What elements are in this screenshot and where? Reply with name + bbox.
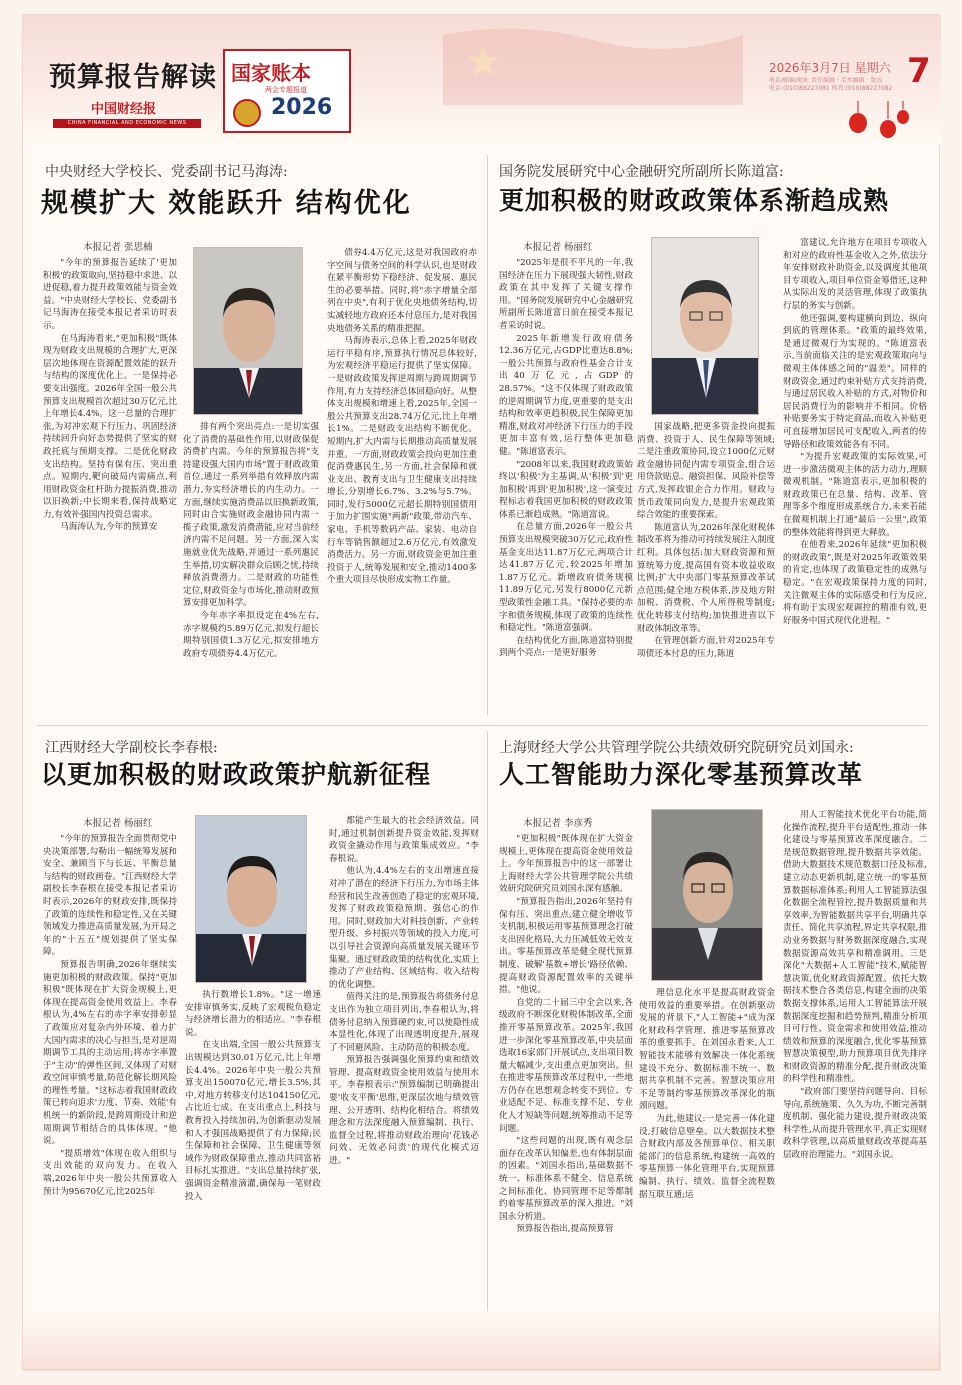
paragraph: 预算报告指出,提高预算管 <box>516 1224 614 1235</box>
contact-info <box>769 77 899 93</box>
article-1-byline: 本报记者 张思楠 <box>83 242 153 253</box>
paragraph: 在支出端,全国一般公共预算支出规模达到30.01万亿元,比上年增长4.4%。2026年中央一般公共预算支出150070亿元,增长3.5%,其中,对地方转移支付达104150亿元,占比近七成。在支出重点上,科技与教育投入持续加码,为创新驱动发展和人才强国战略提供了有力保障;民生保障和社会保障、卫生健康等领域作为财政保障重点,推动共同富裕目标扎实推进。"支出总量持续扩张,强调资金精准滴灌,确保每一笔财政投入 <box>185 1040 321 1202</box>
paragraph: 他认为,4.4%左右的支出增速直接对冲了潜在的经济下行压力,为市场主体经营和民生改善创造了稳定的宏观环境,发挥了财政政策稳预期、强信心的作用。同时,财政加大对科技创新、产业转型升级、乡村振兴等领域的投入力度,可以引导社会资源向高质量发展关键环节集聚。通过财政政策的结构优化,实质上推动了产业结构、区域结构、收入结构的优化调整。 <box>329 866 479 990</box>
portrait-icon <box>194 248 303 415</box>
paragraph: 在结构优化方面,陈道富特别提到两个亮点:一是更好服务 <box>499 635 633 659</box>
article-1-col-3 <box>327 247 477 713</box>
page-header <box>23 15 941 145</box>
paragraph: 2025年新增发行政府债务12.36万亿元,占GDP比重达8.8%;一般公共预算与政府性基金合计支出40万亿元,占GDP的28.57%。"这不仅体现了财政政策的逆周期调节力度,更重要的是支出结构和效率更趋积极,民生保障更加精准,财政对冲经济下行压力的手段更加丰富有效,运行整体更加稳健。"陈道富表示。 <box>499 333 633 457</box>
paragraph: 值得关注的是,预算报告将债务付息支出作为独立项目列出,李春根认为,将债务付息纳入预算硬约束,可以使隐性成本显性化,体现了出现透明度提升,展现了不回避风险、主动防范的积极态度。 <box>329 992 479 1053</box>
article-3-col-3 <box>329 815 479 1303</box>
article-4-col-2 <box>639 987 775 1303</box>
special-year: 2026 <box>271 95 333 120</box>
paragraph: 执行数增长1.8%。"这一增速安排审慎务实,反映了宏观税负稳定与经济增长潜力的相适应。"李春根说。 <box>185 990 321 1038</box>
paragraph: "更加积极"既体现在扩大资金规模上,更体现在提高资金使用效益上。今年预算报告中的这一部署让上海财经大学公共管理学院公共绩效研究院研究员刘国永深有感触。 <box>499 834 633 895</box>
article-2-col-2 <box>637 421 775 715</box>
special-title: 国家账本 <box>231 61 311 85</box>
portrait-icon <box>196 816 307 983</box>
article-3-headline: 以更加积极的财政政策护航新征程 <box>41 760 432 789</box>
paragraph: 预算报告强调强化预算约束和绩效管理、提高财政资金使用效益与使用水平。李春根表示:"预算编制已明确提出要'收支平衡'思维,更深层次地与绩效管理、公开透明、结构化相结合。将绩效理念和方法深度融入预算编制、执行、监督全过程,将推动财政治理向'花钱必问效、无效必问责'的现代化模式迈进。" <box>329 1055 479 1167</box>
paragraph: 理信息化水平是提高财政资金使用效益的重要举措。在创新驱动发展的背景下,"人工智能+"成为深化财政科学管理、推进零基预算改革的重要抓手。在刘国永看来,人工智能技术能够有效解决一体化系统建设不充分、数据标准不统一、数据共享机制不完善、智慧决策应用不足等制约零基预算改革深化的瓶颈问题。 <box>639 988 775 1112</box>
bottom-decoration <box>23 1311 941 1371</box>
article-3-col-2 <box>185 989 321 1303</box>
paragraph: 自党的二十届三中全会以来,各级政府不断深化财税体制改革,全面推开零基预算改革。2025年,我国进一步深化零基预算改革,中央层面选取16家部门开展试点,支出项目数量大幅减少,支出重点更加突出。但在推进零基预算改革过程中,一些地方仍存在思想观念转变不到位、专业适配不足、标准支撑不足、专业化人才短缺等问题,统筹推动不足等问题。 <box>499 997 633 1134</box>
special-subtitle: 两会专题报道 <box>265 86 307 94</box>
paragraph: "预算报告指出,2026年坚持有保有压、突出重点,建立健全增收节支机制,积极运用零基预算理念打破支出固化格局,大力压减低效无效支出。零基预算改革是健全现代预算制度、破解'基数+增长'路径依赖、提高财政资源配置效率的关键举措。"他说。 <box>499 896 633 996</box>
paragraph: "这些问题的出现,既有观念层面存在改革认知偏差,也有体制层面的因素。"刘国永指出,基础数据不统一、标准体系不健全、信息系统之间标准化、协同管理不足等都制约着零基预算改革的深入推进。"刘国永分析道。 <box>499 1136 633 1222</box>
emblem-icon <box>233 99 261 127</box>
paragraph: 马海涛表示,总体上看,2025年财政运行平稳有序,预算执行情况总体较好,为宏观经济平稳运行提供了坚实保障。一是财政政策发挥逆周期与跨周期调节作用,有力支持经济总体回稳向好。从整体支出规模和增速上看,2025年,全国一般公共预算支出28.74万亿元,比上年增长1%。二是财政支出结构不断优化。短期内,扩大内需与长期推动高质量发展并重。一方面,财政政策会投向更加注重促消费惠民生,另一方面,社会保障和就业支出、教育支出与卫生健康支出持续增长,分别增长6.7%、3.2%与5.7%。同时,发行5000亿元超长期特别国债用于加力扩围实施"两新"政策,带动汽车、家电、手机等数码产品、家装、电动自行车等销售额超过2.6万亿元,有效激发消费活力。另一方面,财政资金更加注重投资于人,统筹发展和安全,推动1400多个重大项目尽快形成实物工作量。 <box>327 336 477 586</box>
lantern-icon <box>843 101 913 151</box>
contact-line-1: 电话/邮编/地址 责任编辑 · 美术编辑 · 版式 <box>769 77 883 84</box>
portrait-icon <box>652 810 763 981</box>
article-3-col-1 <box>43 833 177 1303</box>
column-divider <box>487 155 488 715</box>
article-2-headline: 更加积极的财政政策体系渐趋成熟 <box>499 186 890 215</box>
paragraph: 富建议,允许地方在项目专项收入和对应的政府性基金收入之外,依法分年安排财政补助资金,以及调度其他项目专项收入,项目单位资金筹借还,这种从实际出发的灵活管理,体现了政策执行层的务实与创新。 <box>783 238 927 311</box>
paragraph: 国家战略,把更多资金投向提振消费、投资于人、民生保障等领域;二是注重政策协同,设立1000亿元财政金融协同促内需专项资金,组合运用贷款贴息、融资担保、风险补偿等方式,发挥政银企合力作用。财政与货币政策同向发力,是提升宏观政策综合效能的重要探索。 <box>637 422 775 521</box>
section-title: 预算报告解读 <box>49 62 217 93</box>
paragraph: "今年的预算报告延续了'更加积极'的政策取向,坚持稳中求进、以进促稳,着力提升政策效能与资金效益。"中央财经大学校长、党委副书记马海涛在接受本报记者采访时表示。 <box>43 258 177 331</box>
paragraph: 马海涛认为,今年的预算安 <box>60 522 158 533</box>
article-4-kicker: 上海财经大学公共管理学院公共绩效研究院研究员刘国永: <box>499 740 854 756</box>
paragraph: 预算报告明确,2026年继续实施更加积极的财政政策。保持"更加积极"既体现在扩大资金规模上,更体现在提高资金使用效益上。李春根认为,4%左右的赤字率安排彰显了政策应对复杂内外环境、着力扩大国内需求的决心与担当,是对逆周期调节工具的主动运用;将赤字率置于"主动"的弹性区间,又体现了对财政空间审慎考量,防范化解长期风险的理性考量。"这标志着我国财政政策已转向追求'力度、节奏、效能'有机统一的新阶段,是跨周期设计和逆周期调节相结合的具体体现。"他说。 <box>43 959 177 1147</box>
article-2-byline: 本报记者 杨丽红 <box>523 242 593 253</box>
paragraph: "2008年以来,我国财政政策始终以'积极'为主基调,从'积极'到'更加积极'再到'更加积极',这一演变过程标志着我国更加积极的财政政策体系已渐趋成熟。"陈道富说。 <box>499 459 633 520</box>
article-1-kicker: 中央财经大学校长、党委副书记马海涛: <box>45 164 288 180</box>
contact-line-2: 电话:(010)88227081 传真:(010)88227082 <box>769 85 893 92</box>
article-2-portrait <box>651 237 759 415</box>
article-3-byline: 本报记者 杨丽红 <box>83 818 153 829</box>
paragraph: "为提升宏观政策的实际效果,可进一步激活微观主体的活力动力,理顺微观机制。"陈道富表示,更加积极的财政政策已在总量、结构、改革、管理等多个维度形成系统合力,未来若能在微观机制上打通"最后一公里",政策的整体效能将得到更大释放。 <box>783 452 927 538</box>
article-4-byline: 本报记者 李彦秀 <box>523 818 593 829</box>
paragraph: 债券4.4万亿元,这是对我国政府赤字空间与债务空间的科学认识,也是财政在紧平衡形势下稳经济、促发展、惠民生的必要举措。同时,将"赤字增量全部列在中央",有利于优化央地债务结构,切实减轻地方政府还本付息压力,是对我国央地债务关系的精准把握。 <box>327 248 477 334</box>
article-3-portrait <box>195 815 307 983</box>
paragraph: "今年的预算报告全面贯彻党中央决策部署,勾勒出一幅统筹发展和安全、兼顾当下与长远、平衡总量与结构的财政画卷。"江西财经大学副校长李春根在接受本报记者采访时表示,2026年的财政安排,既保持了政策的连续性和稳定性,又在关键领域发力推进高质量发展,为开局之年的"十五五"规划提供了坚实保障。 <box>43 834 177 958</box>
page-number: 7 <box>907 51 931 91</box>
paragraph: 为此,他建议:一是完善一体化建设,打破信息壁垒。以大数据技术整合财政内部及各预算单位、相关职能部门的信息系统,构建统一高效的零基预算一体化管理平台,实现预算编制、执行、绩效、监督全流程数据互联互通;运 <box>639 1113 775 1200</box>
paragraph: 在他看来,2026年延续"更加积极的财政政策",既是对2025年政策效果的肯定,也体现了政策稳定性的成熟与稳定。"在宏观政策保持力度的同时,关注微观主体的实际感受和行为反应,将有助于实现宏观调控的精准有效,更好服务中国式现代化进程。" <box>783 540 927 626</box>
paragraph: 在马海涛看来,"更加积极"既体现为财政支出规模的合理扩大,更深层次地体现在资源配置效能的跃升与结构的深度优化上。一是保持必要支出强度。2026年全国一般公共预算支出规模首次超过30万亿元,比上年增长4.4%。这一总量的合理扩张,为对冲宏观下行压力、巩固经济持续回升向好态势提供了坚实的财政托底与预期支撑。二是优化财政支出结构。坚持有保有压、突出重点。短期内,靶向破局内需痛点,利用财政资金杠杆助力提振消费,推动以旧换新;中长期来看,保持战略定力,有效补强国内投资总需求。 <box>43 333 177 520</box>
article-4-col-3 <box>783 809 927 1303</box>
paragraph: "2025年是很不平凡的一年,我国经济在压力下展现强大韧性,财政政策在其中发挥了关键支撑作用。"国务院发展研究中心金融研究所副所长陈道富日前在接受本报记者采访时说。 <box>499 258 633 331</box>
article-2-col-3 <box>783 237 927 713</box>
paragraph: 今年赤字率拟设定在4%左右,赤字规模约5.89万亿元,拟发行超长期特别国债1.3万亿元,拟安排地方政府专项债券4.4万亿元。 <box>183 610 319 659</box>
paragraph: 排有两个突出亮点:一是切实强化了消费的基础性作用,以财政保促消费扩内需。今年的预算报告将"支持建设强大国内市场"置于财政政策首位,通过一系列举措有效释放内需潜力,夯实经济增长的内生动力。一方面,继续实施消费品以旧换新政策,同时由合实施财政金融协同内需一揽子政策,激发消费潜能,应对当前经济内需不足问题。另一方面,深入实施就业优先战略,并通过一系列惠民生举措,切实解决群众后顾之忧,持续释放消费潜力。二是财政的功能性定位,财政资金与市场化,推动财政预算安排更加科学。 <box>183 422 319 609</box>
column-divider <box>487 731 488 1311</box>
paragraph: "政府部门要坚持问题导向、目标导向,系统施策、久久为功,不断完善制度机制、强化能力建设,提升财政决策科学性,从而提升管理水平,真正实现财政科学管理,以高质量财政改革提高基层政府治理能力。"刘国永说。 <box>783 1087 927 1161</box>
newspaper-page <box>22 14 940 1370</box>
paper-logo: 中国财经报 <box>91 102 157 117</box>
article-1-portrait <box>193 247 303 415</box>
portrait-icon <box>652 238 759 415</box>
paragraph: 陈道富认为,2026年深化财税体制改革将为推动可持续发展注入制度红利。具体包括:加大财政资源和预算统筹力度,提高国有资本收益收取比例;扩大中央部门零基预算改革试点范围;健全地方税体系,涉及地方附加税、消费税、个人所得税等制度;优化转移支付结构;加快推进省以下财政体制改革等。 <box>637 522 775 634</box>
paper-name-en: CHINA FINANCIAL AND ECONOMIC NEWS <box>53 119 201 128</box>
article-4-col-1 <box>499 833 633 1303</box>
article-2-col-1 <box>499 257 633 713</box>
article-1-col-1 <box>43 257 177 713</box>
paragraph: 在总量方面,2026年一般公共预算支出规模突破30万亿元,政府性基金支出达11.87万亿元,两项合计达41.87万亿元,较2025年增加1.87万亿元。新增政府债务规模11.89万亿元,另发行8000亿元新型政策性金融工具。"保持必要的赤字和债务规模,体现了政策的连续性和稳定性。"陈道富强调。 <box>499 522 633 634</box>
article-4-headline: 人工智能助力深化零基预算改革 <box>499 760 864 789</box>
article-1-col-2 <box>183 421 319 715</box>
article-1-headline: 规模扩大 效能跃升 结构优化 <box>41 188 412 219</box>
paragraph: 用人工智能技术优化平台功能,简化操作流程,提升平台适配性,推动一体化建设与零基预算改革深度融合。二是规范数据管理,提升数据共享效能。借助大数据技术规范数据口径及标准,建立动态更新机制,建立统一的零基预算数据标准体系;利用人工智能算法强化数据全流程管控,提升数据质量和共享效率,为智能数据共享平台,明确共享责任、简化共享流程,界定共享权限,推动业务数据与财务数据深度融合,实现数据资源高效共享和精准调用。三是深化"大数据+人工智能"技术,赋能智慧决策,优化财政资源配置。依托大数据技术整合各类信息,构建全面的决策数据支撑体系,运用人工智能算法开展数据深度挖掘和趋势预判,精准分析项目可行性、资金需求和使用效益,推动绩效和预算的深度融合,优化零基预算智慧决策模型,助力预算项目优先排序和财政资源的精准分配,提升财政决策的科学性和精准性。 <box>783 810 927 1085</box>
article-2-kicker: 国务院发展研究中心金融研究所副所长陈道富: <box>499 164 784 180</box>
issue-date: 2026年3月7日 星期六 <box>769 61 891 75</box>
special-report-badge <box>223 49 351 133</box>
article-4-portrait <box>651 809 763 981</box>
flag-decoration <box>443 15 743 105</box>
section-divider <box>37 725 927 726</box>
paragraph: 都能产生最大的社会经济效益。同时,通过机制创新提升资金效能,发挥财政资金撬动作用与政策集成效应。"李春根说。 <box>329 816 479 864</box>
paragraph: 他还强调,要构建横向到边、纵向到底的管理体系。"政策的最终效果,是通过微观行为实现的。"陈道富表示,当前面临关注的是宏观政策取向与微观主体体感之间的"温差"。同样的财政资金,通过约束补贴方式支持消费,与通过居民收入补贴的方式,对物价和居民消费行为的影响并不相同。价格补贴要务实于特定商品,而收入补贴更可直接增加居民可支配收入,两者的传导路径和政策效能各有不同。 <box>783 313 927 450</box>
paragraph: "提质增效"体现在收入组织与支出效能的双向发力。在收入端,2026年中央一般公共预算收入预计为95670亿元,比2025年 <box>43 1148 177 1197</box>
article-3-kicker: 江西财经大学副校长李春根: <box>45 740 218 756</box>
paragraph: 在管理创新方面,针对2025年专项债还本付息的压力,陈道 <box>637 636 775 659</box>
